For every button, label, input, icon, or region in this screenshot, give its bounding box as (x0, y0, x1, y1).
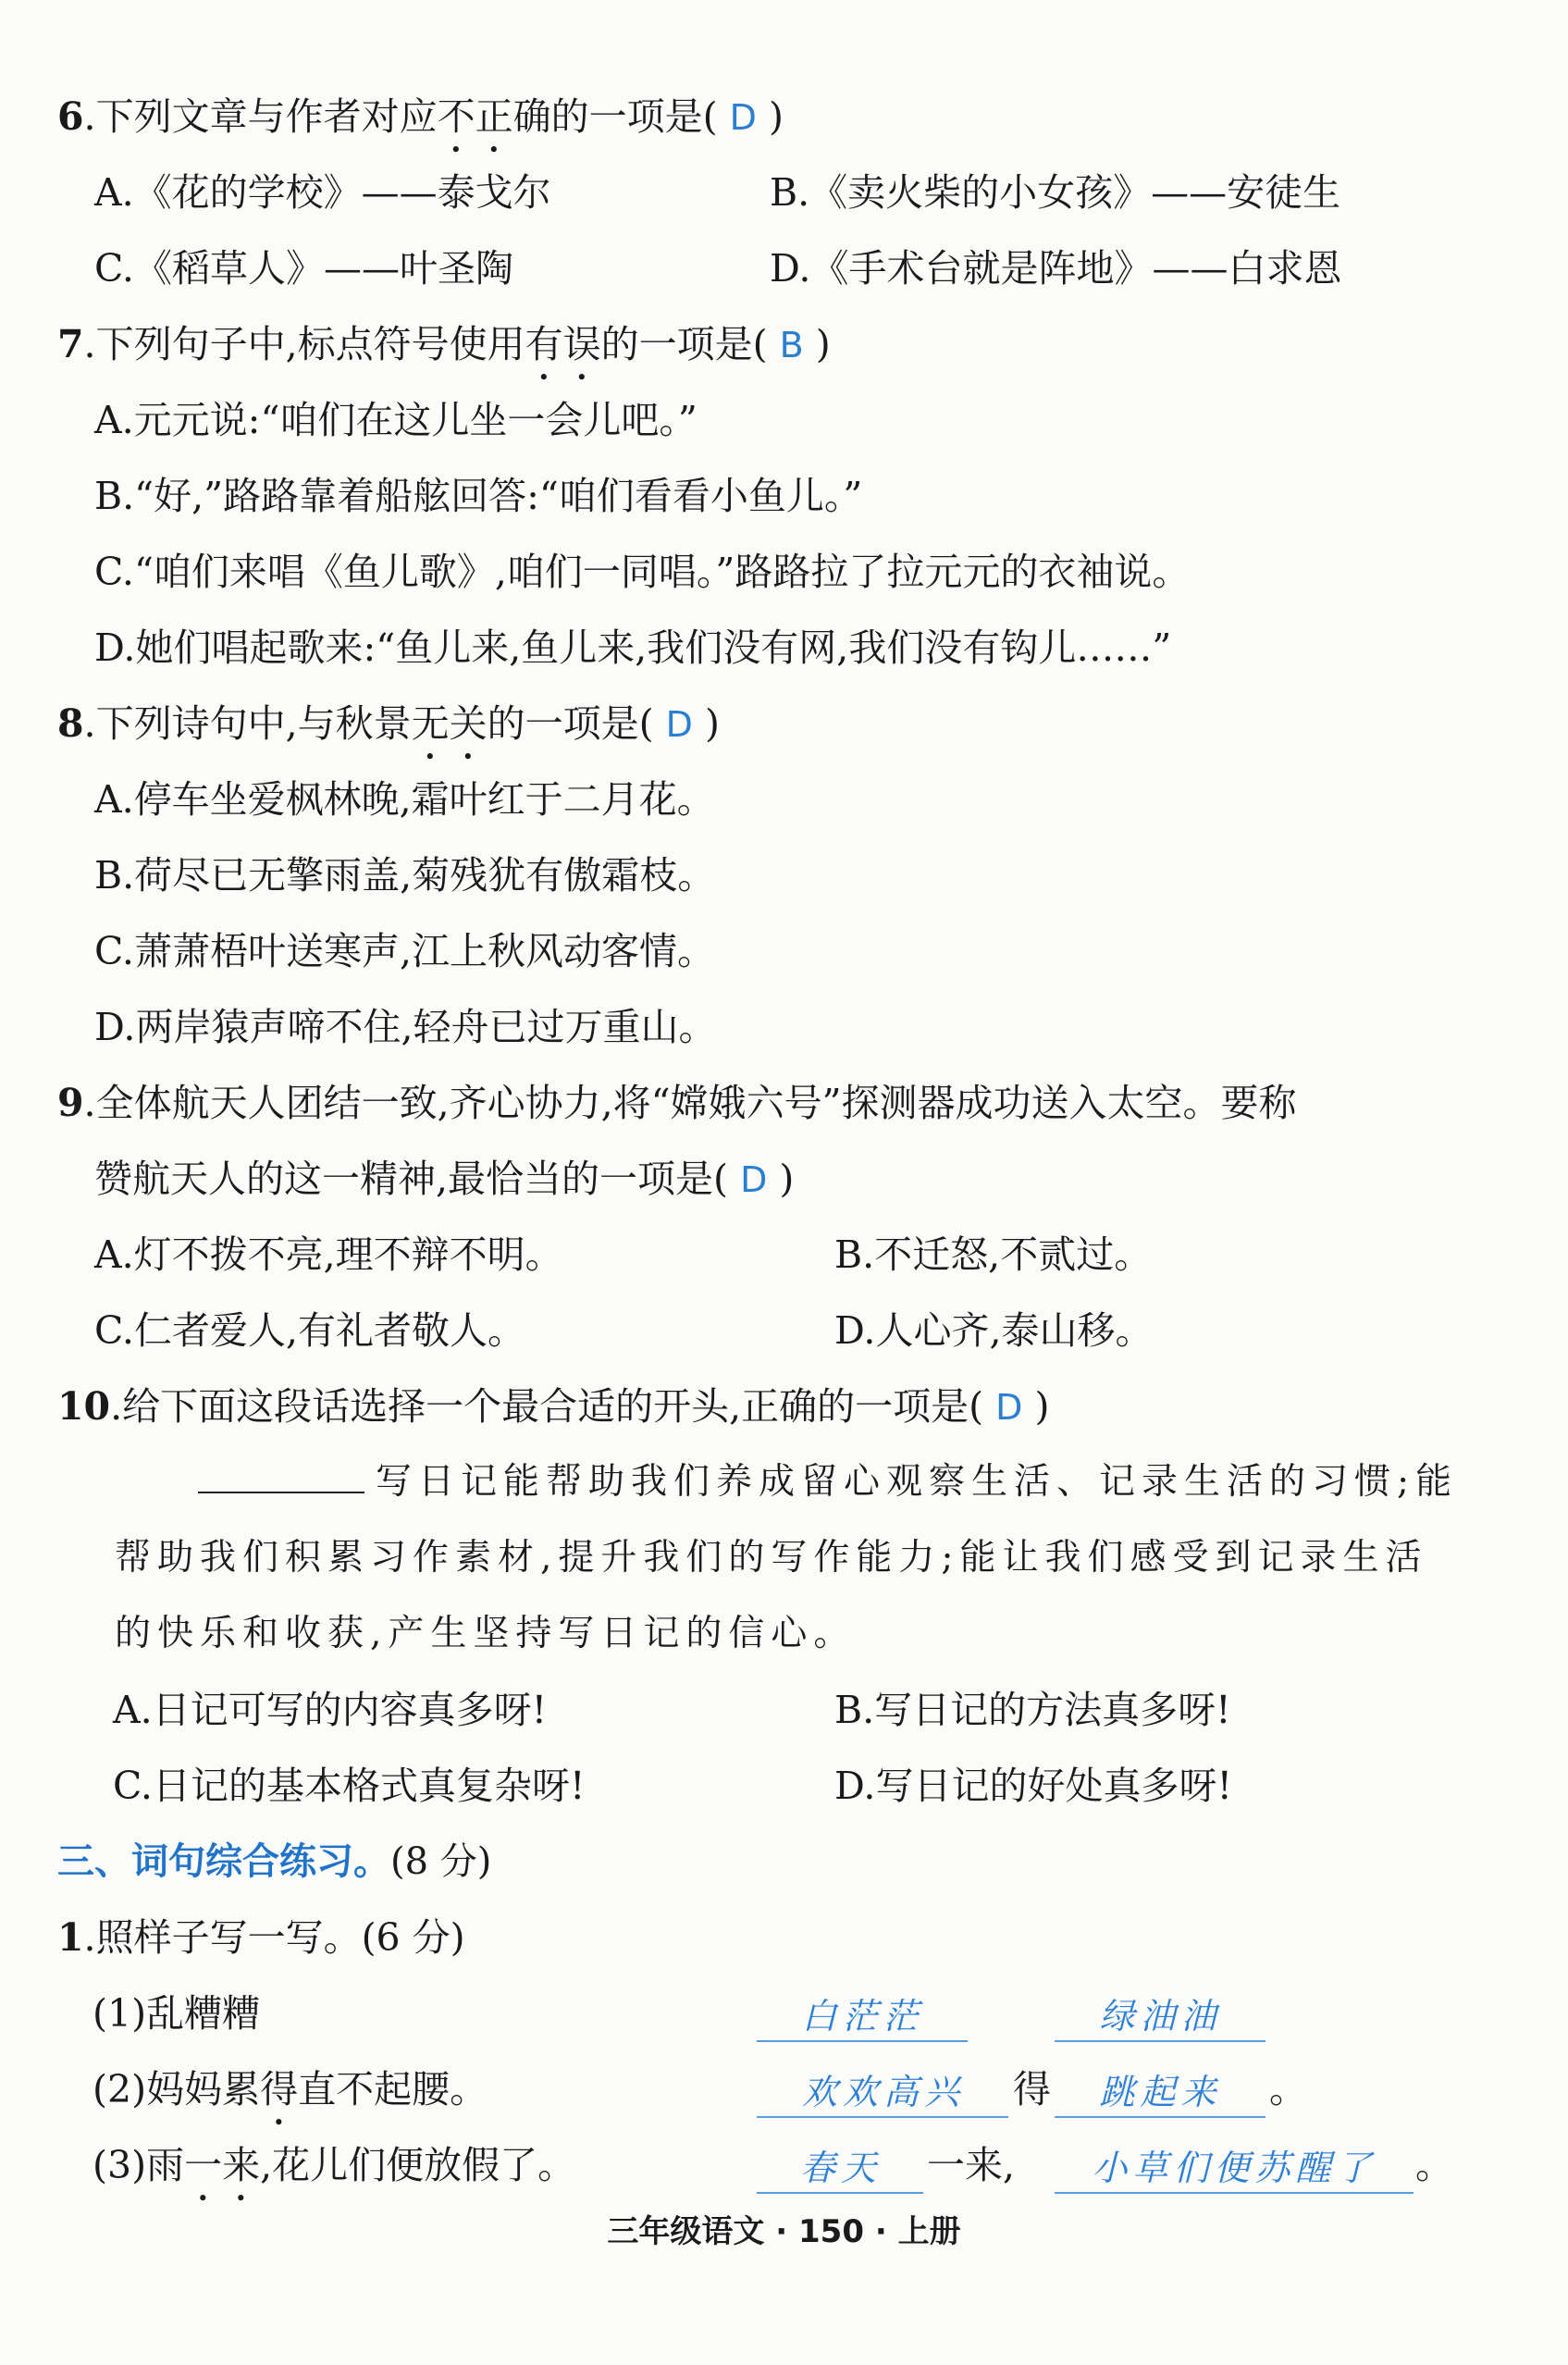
q9-stem-line1: 9.全体航天人团结一致,齐心协力,将“嫦娥六号”探测器成功送入太空。要称 (57, 1081, 1297, 1125)
q6-number: 6 (57, 94, 84, 139)
q6-option-c: C.《稻草人》——叶圣陶 (94, 246, 513, 291)
emphasis-dots: 无关 (411, 701, 488, 746)
q9-option-d: D.人心齐,泰山移。 (834, 1308, 1154, 1353)
q9-stem-line2: 赞航天人的这一精神,最恰当的一项是( D ) (94, 1157, 795, 1201)
q6-option-a: A.《花的学校》——泰戈尔 (94, 170, 551, 215)
q6-stem: 6.下列文章与作者对应不正确的一项是( D ) (57, 94, 784, 139)
q8-number: 8 (57, 701, 84, 746)
q7-stem: 7.下列句子中,标点符号使用有误的一项是( B ) (57, 322, 831, 366)
s3-item3-answer-2: 小草们便苏醒了 (1092, 2148, 1377, 2188)
q8-option-c: C.萧萧梧叶送寒声,江上秋风动客情。 (94, 929, 715, 973)
q8-option-b: B.荷尽已无擎雨盖,菊残犹有傲霜枝。 (94, 853, 716, 898)
answer-underline (757, 2116, 1008, 2118)
q7-option-b: B.“好,”路路靠着船舷回答:“咱们看看小鱼儿。” (94, 474, 863, 518)
answer-underline (757, 2192, 923, 2194)
q6-answer: D (729, 97, 757, 138)
q9-answer: D (740, 1159, 768, 1200)
q8-stem: 8.下列诗句中,与秋景无关的一项是( D ) (57, 701, 720, 746)
emphasis-dots: 有误 (525, 322, 601, 366)
q7-number: 7 (57, 322, 84, 366)
s3-item3-prompt: (3)雨一来,花儿们便放假了。 (93, 2143, 576, 2187)
answer-underline (1055, 2192, 1414, 2194)
q10-option-a: A.日记可写的内容真多呀! (113, 1688, 548, 1732)
q9-number: 9 (57, 1081, 84, 1125)
q9-option-b: B.不迁怒,不贰过。 (834, 1232, 1153, 1277)
s3-item1-prompt: (1)乱糟糟 (93, 1991, 261, 2036)
s3-item2-answer-2: 跳起来 (1099, 2072, 1222, 2112)
q8-answer: D (665, 704, 693, 745)
q10-number: 10 (57, 1384, 111, 1429)
s3-item2-mid: 得 (1013, 2067, 1051, 2111)
s3-item1-answer-2: 绿油油 (1099, 1996, 1222, 2037)
q6-option-b: B.《卖火柴的小女孩》——安徒生 (770, 170, 1341, 215)
section-3-title: 三、词句综合练习。(8 分) (57, 1840, 492, 1883)
q10-passage-line2: 帮助我们积累习作素材,提升我们的写作能力;能让我们感受到记录生活 (115, 1537, 1428, 1579)
emphasis-dots: 不正 (437, 94, 513, 139)
q10-option-d: D.写日记的好处真多呀! (834, 1764, 1232, 1808)
s3-item2-answer-1: 欢欢高兴 (801, 2072, 965, 2112)
emphasis-dots: 一来 (184, 2143, 261, 2187)
q7-answer: B (779, 325, 804, 365)
s3-item3-answer-1: 春天 (799, 2148, 882, 2188)
s3-q1-stem: 1.照样子写一写。(6 分) (57, 1915, 465, 1960)
q10-stem: 10.给下面这段话选择一个最合适的开头,正确的一项是( D ) (57, 1384, 1050, 1429)
fill-blank (198, 1460, 364, 1493)
q8-option-d: D.两岸猿声啼不住,轻舟已过万重山。 (94, 1005, 717, 1049)
q7-option-d: D.她们唱起歌来:“鱼儿来,鱼儿来,我们没有网,我们没有钩儿……” (94, 625, 1172, 670)
page-footer: 三年级语文 · 150 · 上册 (607, 2213, 961, 2250)
q10-passage-line1: 写日记能帮助我们养成留心观察生活、记录生活的习惯;能 (198, 1455, 1458, 1510)
section-3-points: (8 分) (390, 1840, 492, 1883)
q10-answer: D (995, 1387, 1023, 1428)
q8-option-a: A.停车坐爱枫林晚,霜叶红于二月花。 (94, 777, 715, 822)
answer-underline (1055, 2116, 1266, 2118)
s3-item3-mid: 一来, (927, 2143, 1016, 2187)
s3-item1-answer-1: 白茫茫 (801, 1996, 924, 2037)
q9-option-c: C.仁者爱人,有礼者敬人。 (94, 1308, 525, 1353)
s3-q1-number: 1 (57, 1915, 84, 1960)
answer-underline (1055, 2040, 1266, 2042)
q6-option-d: D.《手术台就是阵地》——白求恩 (770, 246, 1342, 291)
s3-item2-prompt: (2)妈妈累得直不起腰。 (93, 2067, 488, 2111)
q7-option-c: C.“咱们来唱《鱼儿歌》,咱们一同唱。”路路拉了拉元元的衣袖说。 (94, 550, 1191, 594)
s3-item2-end: 。 (1269, 2067, 1307, 2111)
q10-passage-line3: 的快乐和收获,产生坚持写日记的信心。 (115, 1613, 857, 1654)
q7-option-a: A.元元说:“咱们在这儿坐一会儿吧。” (94, 398, 698, 442)
q9-option-a: A.灯不拨不亮,理不辩不明。 (94, 1232, 563, 1277)
q10-option-b: B.写日记的方法真多呀! (834, 1688, 1231, 1732)
q10-option-c: C.日记的基本格式真复杂呀! (113, 1764, 586, 1808)
answer-underline (757, 2040, 968, 2042)
emphasis-dots: 得 (260, 2067, 299, 2111)
s3-item3-end: 。 (1415, 2143, 1453, 2187)
